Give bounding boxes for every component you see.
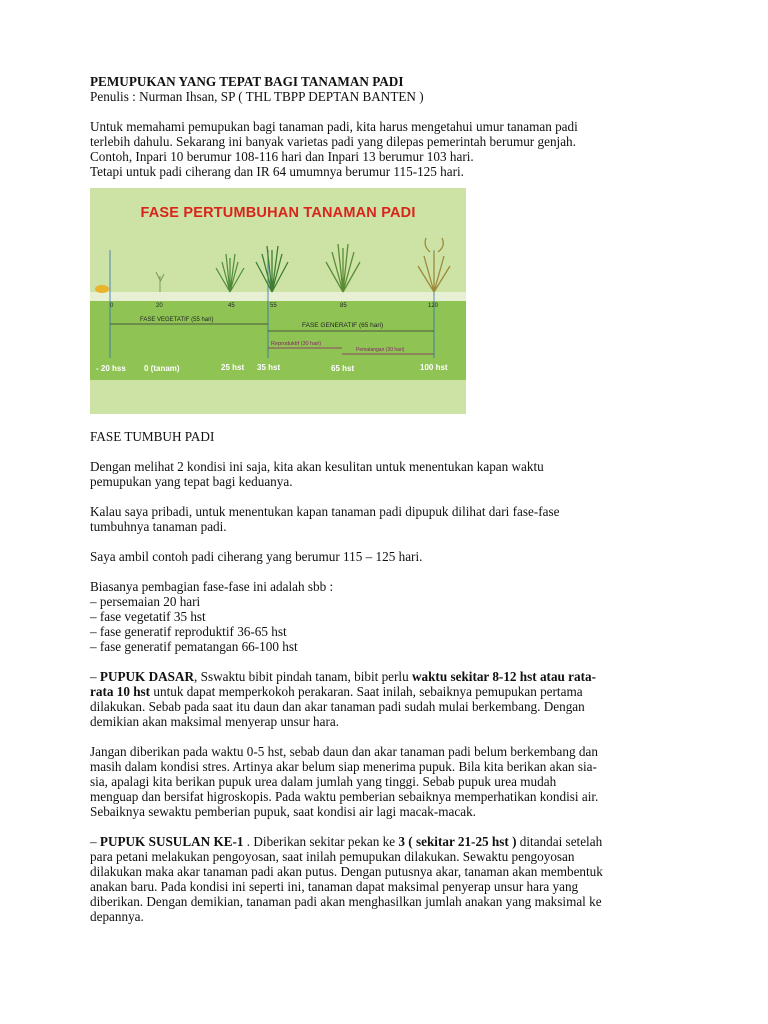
figure-drawing (90, 188, 466, 414)
timeline-label: 100 hst (420, 363, 448, 372)
paragraph-line: anakan baru. Pada kondisi ini seperti ini, tanaman dapat maksimal penyerap unsur hara yang (90, 879, 579, 894)
paragraph-line: Sebaiknya sewaktu pemberian pupuk, saat kondisi air lagi macak-macak. (90, 804, 476, 819)
timeline-label: 65 hst (331, 364, 355, 373)
paragraph-4 (90, 744, 690, 819)
phase-vegetatif-label: FASE VEGETATIF (55 hari) (140, 317, 214, 323)
phase-list (90, 579, 690, 654)
paragraph-line: demikian akan maksimal menyerap unsur hara. (90, 714, 340, 729)
document-page (90, 74, 690, 924)
paragraph-line: dilakukan maka akar tanaman padi akan putus. Dengan putusnya akar, tanaman akan membentuk (90, 864, 603, 879)
paragraph-1 (90, 459, 690, 489)
pupuk-dasar-bold: rata 10 hst (90, 684, 151, 699)
pupuk-susulan-bold: 3 ( sekitar 21-25 hst ) (398, 834, 517, 849)
list-intro: Biasanya pembagian fase-fase ini adalah sbb : (90, 579, 334, 594)
timeline-label: - 20 hss (96, 364, 126, 373)
intro-line: Contoh, Inpari 10 berumur 108-116 hari dan Inpari 13 berumur 103 hari. (90, 149, 474, 164)
pupuk-dasar-paragraph (90, 669, 690, 729)
figure-title: FASE PERTUMBUHAN TANAMAN PADI (140, 205, 416, 221)
document-title: PEMUPUKAN YANG TEPAT BAGI TANAMAN PADI (90, 74, 404, 89)
mature-plant-icon (418, 238, 450, 292)
tick-label: 45 (228, 303, 235, 309)
paragraph-line: dilakukan. Sebab pada saat itu daun dan akar tanaman padi sudah mulai berkembang. Dengan (90, 699, 585, 714)
paragraph-line: Jangan diberikan pada waktu 0-5 hst, sebab daun dan akar tanaman padi belum berkembang dan (90, 744, 598, 759)
pupuk-dasar-label: PUPUK DASAR (99, 669, 195, 684)
soil-strip (90, 292, 466, 301)
section-heading: FASE TUMBUH PADI (90, 429, 215, 444)
dash: – (90, 669, 100, 684)
booting-plant-icon (326, 244, 360, 292)
young-plant-icon (216, 254, 244, 292)
pupuk-dasar-bold: waktu sekitar 8-12 hst atau rata- (411, 669, 596, 684)
tick-label: 20 (156, 303, 163, 309)
paragraph-line: Kalau saya pribadi, untuk menentukan kapan tanaman padi dipupuk dilihat dari fase-fase (90, 504, 560, 519)
growth-phase-figure (90, 188, 466, 414)
paragraph-line: diberikan. Dengan demikian, tanaman padi akan menghasilkan jumlah anakan yang maksimal ke (90, 894, 602, 909)
seedling-icon (156, 272, 164, 292)
reproduktif-label: Reproduktif (30 hari) (271, 341, 322, 347)
timeline-label: 25 hst (221, 363, 245, 372)
paragraph-line: pemupukan yang tepat bagi keduanya. (90, 474, 293, 489)
paragraph-line: para petani melakukan pengoyosan, saat inilah pemupukan dilakukan. Sewaktu pengoyosan (90, 849, 575, 864)
tick-label: 0 (110, 303, 114, 309)
tick-label: 55 (270, 303, 277, 309)
list-item: – fase vegetatif 35 hst (90, 609, 206, 624)
intro-line: Untuk memahami pemupukan bagi tanaman padi, kita harus mengetahui umur tanaman padi (90, 119, 578, 134)
pupuk-susulan-paragraph (90, 834, 690, 924)
timeline-label: 0 (tanam) (144, 364, 180, 373)
pupuk-dasar-first-line (90, 669, 690, 684)
pupuk-susulan-label: PUPUK SUSULAN KE-1 (99, 834, 244, 849)
intro-line: terlebih dahulu. Sekarang ini banyak varietas padi yang dilepas pemerintah berumur genjah. (90, 134, 576, 149)
tillering-plant-icon (256, 246, 288, 292)
paragraph-line: sia, apalagi kita berikan pupuk urea dalam jumlah yang tinggi. Sebab pupuk urea mudah (90, 774, 557, 789)
author-line: Penulis : Nurman Ihsan, SP ( THL TBPP DEPTAN BANTEN ) (90, 89, 424, 104)
intro-paragraph (90, 119, 690, 179)
list-item: – persemaian 20 hari (90, 594, 201, 609)
pupuk-dasar-text: untuk dapat memperkokoh perakaran. Saat inilah, sebaiknya pemupukan pertama (150, 684, 583, 699)
pupuk-susulan-first-line (90, 834, 690, 849)
pupuk-susulan-text: ditandai setelah (516, 834, 603, 849)
list-item: – fase generatif reproduktif 36-65 hst (90, 624, 287, 639)
timeline-label: 35 hst (257, 363, 281, 372)
pupuk-susulan-text: . Diberikan sekitar pekan ke (243, 834, 399, 849)
list-item: – fase generatif pematangan 66-100 hst (90, 639, 298, 654)
paragraph-line: tumbuhnya tanaman padi. (90, 519, 227, 534)
paragraph-line: masih dalam kondisi stres. Artinya akar belum siap menerima pupuk. Bila kita berikan akan sia- (90, 759, 597, 774)
paragraph-line: Dengan melihat 2 kondisi ini saja, kita akan kesulitan untuk menentukan kapan waktu (90, 459, 544, 474)
pupuk-dasar-second-line (90, 684, 690, 699)
pematangan-label: Pematangan (30 hari) (356, 347, 405, 353)
paragraph-2 (90, 504, 690, 534)
seed-icon (95, 285, 109, 293)
tick-label: 85 (340, 303, 347, 309)
dash: – (90, 834, 100, 849)
paragraph-3: Saya ambil contoh padi ciherang yang berumur 115 – 125 hari. (90, 549, 423, 564)
paragraph-line: depannya. (90, 909, 144, 924)
tick-label: 120 (428, 303, 439, 309)
intro-line: Tetapi untuk padi ciherang dan IR 64 umumnya berumur 115-125 hari. (90, 164, 464, 179)
pupuk-dasar-text: , Sswaktu bibit pindah tanam, bibit perlu (194, 669, 412, 684)
phase-generatif-label: FASE GENERATIF (65 hari) (302, 322, 384, 329)
paragraph-line: menguap dan bersifat higroskopis. Pada waktu pemberian sebaiknya memperhatikan kondisi air. (90, 789, 599, 804)
